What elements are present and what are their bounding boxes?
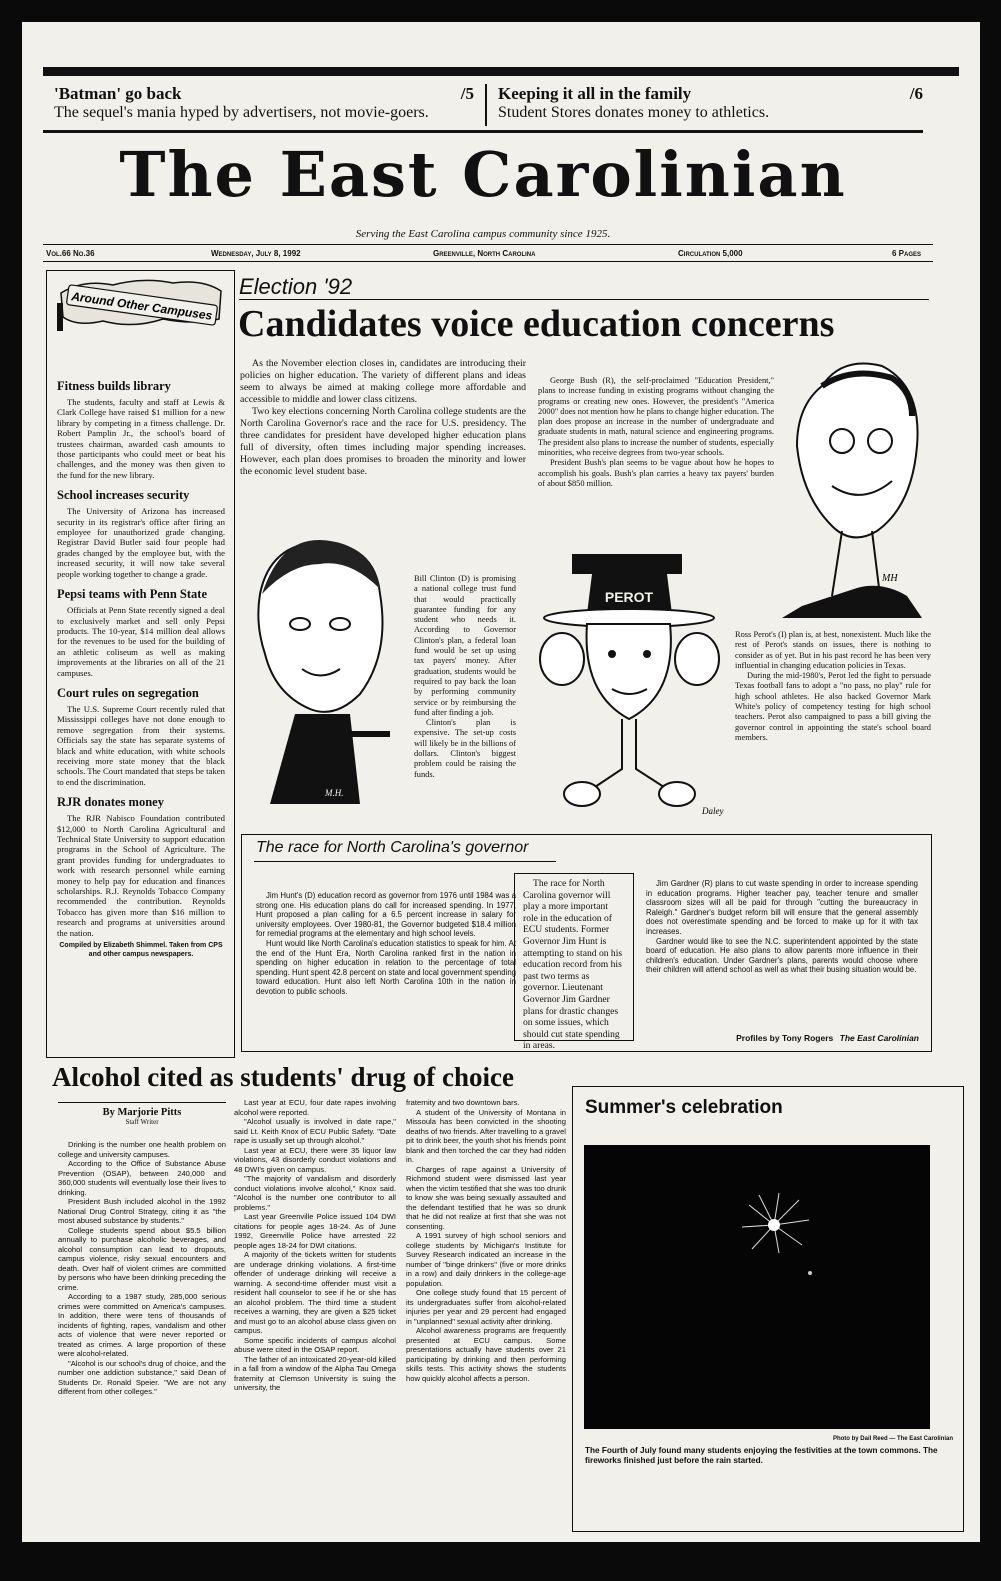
credit-paper: The East Carolinian — [839, 1033, 919, 1043]
paragraph: Drinking is the number one health problem on college and university campuses. — [58, 1140, 226, 1159]
governor-summary: The race for North Carolina governor will play a more important role in the education of ECU students. Former Governor Jim Hunt is attempting to stand on his education record from his past two terms as governor. Lieutenant Governor Jim Gardner plans for drastic changes on some issues, which should cut state spending in areas. — [523, 878, 623, 1052]
sidebar-item — [57, 587, 225, 678]
sidebar-item — [57, 795, 225, 938]
sidebar-items — [57, 379, 225, 959]
paragraph: As the November election closes in, candidates are introducing their policies on higher education. The variety of different plans and ideas seem to always be aimed at making college more affordable and accessible to middle and lower class citizens. — [240, 358, 526, 405]
alcohol-headline: Alcohol cited as students' drug of choice — [52, 1062, 514, 1092]
paragraph: Jim Gardner (R) plans to cut waste spending in order to increase spending in education programs. Higher teacher pay, teacher tenure and smaller classroom sizes will all be paid for through "cutting the bureaucracy in Raleigh." Gardner's budget reform bill will ensure that the general assembly does not overestimate spending and be forced to make up for it with tax increases. — [646, 879, 918, 936]
paragraph: Hunt would like North Carolina's education statistics to speak for him. At the end of the Hunt Era, North Carolina ranked first in the nation in spending on higher education in relation to the percentage of total spending. Hunt spent 42.8 percent on state and local government spending toward education. Hunt also left North Carolina 10th in the nation in devotion to public schools. — [256, 938, 516, 996]
paragraph: Last year Greenville Police issued 104 DWI citations for people ages 18-24. As of June 1992, Greenville Police have arrested 22 people ages 18-24 for DWI citations. — [234, 1212, 396, 1250]
perot-cartoon-icon — [532, 554, 732, 824]
sidebar-item-title: Fitness builds library — [57, 379, 171, 393]
cartoon-signature: Daley — [702, 806, 724, 816]
election-intro — [240, 358, 526, 478]
sidebar-item — [57, 488, 225, 579]
teaser-left[interactable] — [54, 84, 474, 122]
paragraph: "Alcohol usually is involved in date rape," said Lt. Keith Knox of ECU Public Safety. "Date rape is usually set up through alcohol." — [234, 1117, 396, 1145]
paragraph: Jim Hunt's (D) education record as governor from 1976 until 1984 was a strong one. His education plans do call for increased spending. In 1977, Hunt proposed a plan calling for a 6.5 percent increase in salary for university employees. Over 1980-81, the Governor budgeted $18.4 million for remedial programs at the elementary and high school levels. — [256, 891, 516, 939]
paragraph: Gardner would like to see the N.C. superintendent appointed by the state board of education. He also plans to allow parents more influence in their children's education. Under Gardner's plans, parents would choose where their children will attend school as well as what their busing situation would be. — [646, 936, 918, 975]
paragraph: fraternity and two downtown bars. — [406, 1098, 520, 1107]
sidebar-item-title: Pepsi teams with Penn State — [57, 587, 207, 602]
summer-box — [572, 1086, 964, 1532]
cartoon-signature: MH — [882, 573, 898, 584]
teaser-right[interactable] — [498, 84, 923, 122]
paragraph: Last year at ECU, there were 35 liquor law violations, 43 disorderly conduct violations and 48 DWI's given on campus. — [234, 1145, 396, 1174]
teaser-page: /5 — [460, 84, 474, 103]
byline: By Marjorie Pitts — [58, 1102, 226, 1118]
paragraph: "The majority of vandalism and disorderly conduct violations involve alcohol," Knox said. "Alcohol is the number one contributor to all problems." — [234, 1174, 396, 1212]
teaser-headline: 'Batman' go back — [54, 84, 182, 103]
governor-box — [241, 834, 932, 1052]
governor-headline-rule — [254, 861, 556, 862]
paragraph: "Alcohol is our school's drug of choice, and the number one addiction substance," said Dean of Students Dr. Ronald Speier. "We are not any different from other colleges." — [58, 1358, 226, 1396]
folio-rule-bottom — [43, 261, 933, 262]
credit-author: Profiles by Tony Rogers — [736, 1033, 834, 1043]
kicker-rule — [239, 299, 929, 300]
paragraph: Some specific incidents of campus alcohol abuse were cited in the OSAP report. — [234, 1335, 396, 1354]
alcohol-col-1 — [58, 1102, 226, 1397]
clinton-caricature — [240, 534, 400, 814]
bush-caricature — [762, 356, 932, 618]
page-count: 6 Pages — [892, 249, 922, 258]
paragraph: President Bush's plan seems to be vague about how he hopes to accomplish his goals. Bush's plan carries a heavy tax payers' burden of about $850 million. — [538, 458, 774, 488]
bush-profile — [538, 376, 774, 489]
paragraph: President Bush included alcohol in the 1992 National Drug Control Strategy, citing it as "the most abused substance by students." — [58, 1197, 226, 1225]
byline-title: Staff Writer — [125, 1118, 159, 1126]
gardner-profile — [646, 879, 918, 975]
paragraph: According to a 1987 study, 285,000 serious crimes were committed on America's campuses. In addition, there were tens of thousands of incidents of fighting, rapes, vandalism and other acts of violence that were never reported or treated as crimes. A large proportion of these were alcohol-related. — [58, 1292, 226, 1358]
sidebar-item-text: The RJR Nabisco Foundation contributed $12,000 to North Carolina Agricultural and Technical State University to support education programs in the School of Agriculture. The grant provides funding for undergraduates to work with research personnel while earning money to help pay for education and finances scholarships. R.J. Reynolds Tobacco Company recommended the contribution. Reynolds Tobacco has given more than $16 million to research and programs at universities around the nation. — [57, 813, 225, 938]
paragraph: Charges of rape against a University of Richmond student were dismissed last year when the victim testified that she was too drunk to know she was being sexually assaulted and the defendant testified that he was so drunk that he did not realize at first that she was not consenting. — [406, 1164, 566, 1231]
sidebar-item — [57, 379, 225, 480]
election-headline: Candidates voice education concerns — [238, 303, 835, 345]
paragraph: A student of the University of Montana in Missoula has been convicted in the shooting deaths of two friends. After travelling to a gravel pit to drink beer, the youth shot his friends point blank and then torched the car they had ridden in. — [406, 1107, 566, 1164]
paragraph: Two key elections concerning North Carolina college students are the North Carolina Governor's race and the race for U.S. presidency. The three candidates for president have developed higher education plans full of diversity, often times including major spending increases. However, each plan does promises to broaden the minority and lower the economic level student base. — [240, 406, 526, 477]
sidebar-item-title: RJR donates money — [57, 795, 164, 810]
paragraph: Alcohol awareness programs are frequently presented at ECU campus. Some presentations actually have students over 21 participating by drinking and then performing skills tests. This activity shows the students how quickly alcohol affects a person. — [406, 1326, 566, 1383]
cartoon-signature: M.H. — [325, 788, 344, 798]
paragraph: College students spend about $5.5 billion annually to purchase alcoholic beverages, and alcohol consumption can lead to dropouts, campus violence, risky sexual encounters and death. Over half of violent crimes are committed by persons who have been drinking preceding the crime. — [58, 1225, 226, 1292]
hat-text: PEROT — [604, 589, 654, 605]
sidebar-item — [57, 686, 225, 787]
governor-credit — [736, 1033, 919, 1044]
paragraph: Last year at ECU, four date rapes involving alcohol were reported. — [234, 1098, 396, 1117]
photo-caption: The Fourth of July found many students enjoying the festivities at the town commons. The fireworks finished just before the rain started. — [585, 1446, 938, 1465]
sidebar-item-text: Officials at Penn State recently signed a deal to exclusively market and sell only Pepsi products. The 10-year, $14 million deal allows for the revenues to be used for the building of an athletic coliseum as well as making improvements at the libraries on all of the 21 campuses. — [57, 605, 225, 678]
bush-cartoon-icon — [762, 356, 932, 618]
paragraph: A 1991 survey of high school seniors and college students by Michigan's Institute for Survey Research indicated an increase in the number of "binge drinkers" (five or more drinks in a row) and daily drinkers in the college-age population. — [406, 1231, 566, 1288]
circulation: Circulation 5,000 — [678, 249, 743, 258]
paragraph: According to the Office of Substance Abuse Prevention (OSAP), between 240,000 and 360,000 students will eventually lose their lives to drinking. — [58, 1159, 226, 1197]
paragraph: A majority of the tickets written for students are underage drinking violations. A first-time offender of underage drinking will receive a warning. A second-time offender must visit a resident hall counselor to see if he or she has an alcohol problem. The third time a student receives a warning, they are given a $25 ticket and must go to an alcohol abuse class given on campus. — [234, 1250, 396, 1335]
photo-credit: Photo by Dail Reed — The East Carolinian — [832, 1436, 953, 1442]
summer-headline: Summer's celebration — [585, 1097, 783, 1118]
clinton-profile — [414, 574, 516, 780]
banner-text: Around Other Campuses — [70, 289, 214, 323]
sidebar-item-text: The University of Arizona has increased security in its registrar's office after firing an employee for unauthorized grade changing. Registrar David Butler said four people had grades changed by the employee but, with the increased security, it will now take several people working together to change a grade. — [57, 506, 225, 579]
teaser-rule — [43, 130, 923, 133]
hunt-profile — [256, 891, 516, 997]
teaser-subhead: Student Stores donates money to athletics. — [498, 104, 770, 121]
paragraph: George Bush (R), the self-proclaimed "Education President," plans to increase funding in existing programs without changing the programs or creating new ones. However, the president's "America 2000" does not mention how he plans to change higher education. The plan does propose an increase in the number of undergraduate and graduate students in math, natural science and engineering programs. The president also plans to increase the number of students, especially minorities, who receive degrees from two-year schools. — [538, 376, 774, 458]
fireworks-photo — [584, 1145, 930, 1429]
sidebar-item-title: School increases security — [57, 488, 190, 503]
masthead-tagline: Serving the East Carolina campus community since 1925. — [355, 228, 611, 240]
perot-profile — [735, 630, 931, 743]
sidebar-box — [46, 270, 235, 1058]
teaser-page: /6 — [909, 84, 923, 103]
alcohol-col-3 — [406, 1098, 566, 1383]
clinton-cartoon-icon — [240, 534, 400, 814]
masthead-title: The East Carolinian — [119, 138, 847, 211]
election-kicker: Election '92 — [239, 274, 353, 299]
teaser-subhead: The sequel's mania hyped by advertisers, not movie-goers. — [54, 104, 429, 121]
fireworks-icon — [584, 1145, 930, 1429]
governor-summary-box — [514, 873, 634, 1052]
sidebar-item-text: The U.S. Supreme Court recently ruled that Mississippi colleges have not done enough to remove segregation from their systems. Officials say the state has separate systems of black and white education, with white schools receiving more state money that the black schools. The Court mandated that steps be taken to end the discrimination. — [57, 703, 225, 787]
paragraph: The father of an intoxicated 20-year-old killed in a fall from a window of the Alpha Tau Omega fraternity at Clemson University is suing the university, the — [234, 1354, 396, 1392]
folio-rule-top — [43, 244, 933, 245]
teaser-headline: Keeping it all in the family — [498, 84, 692, 103]
paragraph: One college study found that 15 percent of its undergraduates suffer from alcohol-related injuries per year and 29 percent had engaged in "unplanned" sexual activity after drinking. — [406, 1288, 566, 1326]
map-banner-icon — [53, 273, 227, 337]
alcohol-col-2 — [234, 1098, 396, 1393]
around-campuses-banner — [53, 273, 227, 337]
newspaper-page — [22, 22, 980, 1542]
date: Wednesday, July 8, 1992 — [211, 249, 301, 258]
sidebar-item-title: Court rules on segregation — [57, 685, 199, 700]
perot-caricature — [532, 554, 732, 824]
location: Greenville, North Carolina — [433, 249, 536, 258]
paragraph: Clinton's plan is expensive. The set-up costs will likely be in the billions of dollars. Clinton's biggest problem could be raising the funds. — [414, 718, 516, 779]
sidebar-item-text: The students, faculty and staff at Lewis & Clark College have raised $1 million for a new library by competing in a fitness challenge. Dr. Robert Pamplin Jr., the school's board of trustees chairman, awarded cash amounts to those participants who could meet or beat his challenges, and the money was then given to the fund for the new library. — [57, 397, 225, 480]
paragraph: Ross Perot's (I) plan is, at best, nonexistent. Much like the rest of Perot's stands on issues, there is nothing to consider as of yet. But in his past record he has been very influential in changing education policies in Texas. — [735, 630, 931, 670]
paragraph: Bill Clinton (D) is promising a national college trust fund that would practically guarantee funding for any student who needs it. According to Governor Clinton's plan, a federal loan fund would be set up using tax payers' money. After graduation, students would be required to pay back the loan by performing community service or by reimbursing the fund after finding a job. — [414, 574, 516, 717]
teaser-divider — [485, 84, 487, 126]
volume: Vol.66 No.36 — [46, 249, 95, 258]
paragraph: During the mid-1980's, Perot led the fight to persuade Texas football fans to adopt a "no pass, no play" rule for high school athletes. He also backed Governor Mark White's policy of competency testing for high school teachers. Perot also campaigned to pass a bill giving the governor control in appointing the state's school board members. — [735, 671, 931, 742]
top-rule — [43, 67, 959, 76]
governor-headline: The race for North Carolina's governor — [256, 839, 529, 856]
sidebar-credit: Compiled by Elizabeth Shimmel. Taken from CPS and other campus newspapers. — [59, 942, 223, 958]
